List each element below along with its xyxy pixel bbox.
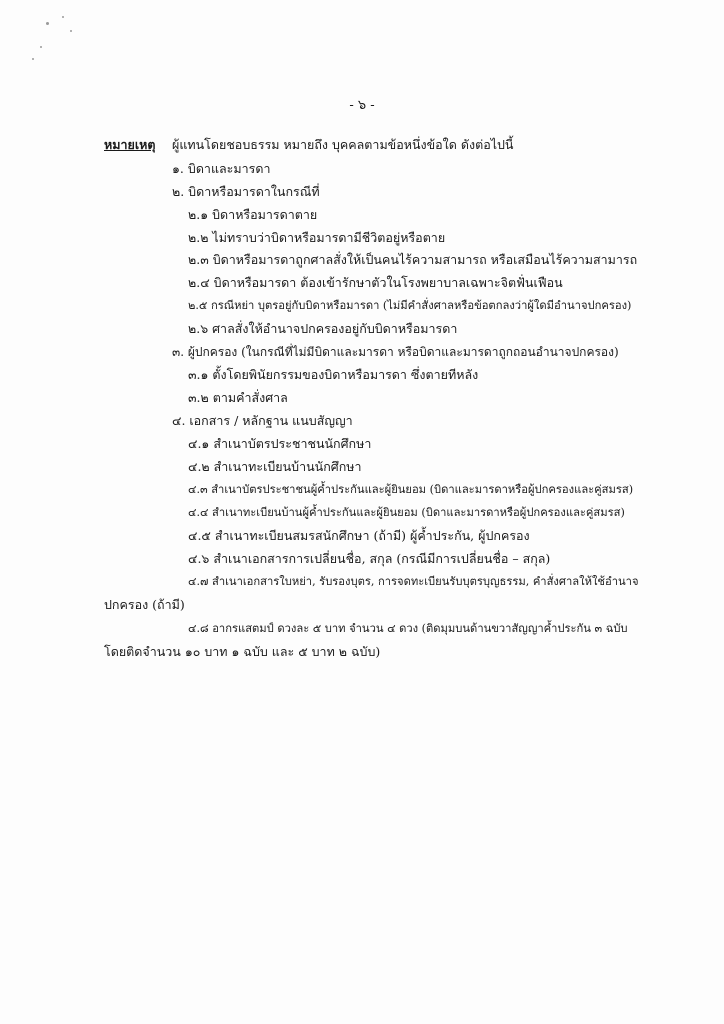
- scan-speck: [70, 30, 72, 32]
- item-2-1: ๒.๑ บิดาหรือมารดาตาย: [188, 207, 318, 222]
- page-number: - ๖ -: [349, 98, 375, 113]
- item-4-3: ๔.๓ สำเนาบัตรประชาชนผู้ค้ำประกันและผู้ยินยอม (บิดาและมารดาหรือผู้ปกครองและคู่สมรส): [188, 483, 634, 496]
- item-4-8-line1: ๔.๘ อากรแสตมป์ ดวงละ ๕ บาท จำนวน ๔ ดวง (ติดมุมบนด้านขวาสัญญาค้ำประกัน ๓ ฉบับ: [188, 622, 628, 635]
- item-4-4: ๔.๔ สำเนาทะเบียนบ้านผู้ค้ำประกันและผู้ยินยอม (บิดาและมารดาหรือผู้ปกครองและคู่สมรส): [188, 506, 625, 519]
- scan-speck: [32, 58, 34, 60]
- item-4-1: ๔.๑ สำเนาบัตรประชาชนนักศึกษา: [188, 436, 372, 451]
- note-heading: หมายเหตุ: [104, 137, 156, 152]
- scan-speck: [62, 16, 64, 18]
- item-4-title: ๔. เอกสาร / หลักฐาน แนบสัญญา: [172, 413, 353, 428]
- item-2-6: ๒.๖ ศาลสั่งให้อำนาจปกครองอยู่กับบิดาหรือมารดา: [188, 321, 458, 336]
- item-2-3: ๒.๓ บิดาหรือมารดาถูกศาลสั่งให้เป็นคนไร้ความสามารถ หรือเสมือนไร้ความสามารถ: [188, 252, 638, 267]
- item-3-1: ๓.๑ ตั้งโดยพินัยกรรมของบิดาหรือมารดา ซึ่งตายทีหลัง: [188, 367, 479, 382]
- item-4-7-line1: ๔.๗ สำเนาเอกสารใบหย่า, รับรองบุตร, การจดทะเบียนรับบุตรบุญธรรม, คำสั่งศาลให้ใช้อำนาจ: [188, 575, 639, 588]
- item-4-6: ๔.๖ สำเนาเอกสารการเปลี่ยนชื่อ, สกุล (กรณีมีการเปลี่ยนชื่อ – สกุล): [188, 551, 551, 566]
- item-4-5: ๔.๕ สำเนาทะเบียนสมรสนักศึกษา (ถ้ามี) ผู้ค้ำประกัน, ผู้ปกครอง: [188, 528, 530, 543]
- item-4-8-line2: โดยติดจำนวน ๑๐ บาท ๑ ฉบับ และ ๕ บาท ๒ ฉบับ): [104, 644, 381, 659]
- note-intro: ผู้แทนโดยชอบธรรม หมายถึง บุคคลตามข้อหนึ่งข้อใด ดังต่อไปนี้: [172, 137, 514, 152]
- item-2-4: ๒.๔ บิดาหรือมารดา ต้องเข้ารักษาตัวในโรงพยาบาลเฉพาะจิตฟั่นเฟือน: [188, 275, 563, 290]
- item-3-title: ๓. ผู้ปกครอง (ในกรณีที่ไม่มีบิดาและมารดา หรือบิดาและมารดาถูกถอนอำนาจปกครอง): [172, 345, 619, 359]
- scan-speck: [46, 22, 49, 25]
- item-4-2: ๔.๒ สำเนาทะเบียนบ้านนักศึกษา: [188, 459, 362, 474]
- scan-speck: [40, 46, 42, 48]
- item-2-2: ๒.๒ ไม่ทราบว่าบิดาหรือมารดามีชีวิตอยู่หรือตาย: [188, 230, 446, 245]
- item-2-5: ๒.๕ กรณีหย่า บุตรอยู่กับบิดาหรือมารดา (ไม่มีคำสั่งศาลหรือข้อตกลงว่าผู้ใดมีอำนาจปกครอง): [188, 299, 632, 312]
- item-3-2: ๓.๒ ตามคำสั่งศาล: [188, 390, 288, 405]
- item-2-title: ๒. บิดาหรือมารดาในกรณีที่: [172, 184, 320, 199]
- item-4-7-line2: ปกครอง (ถ้ามี): [104, 597, 185, 612]
- item-1: ๑. บิดาและมารดา: [172, 161, 271, 176]
